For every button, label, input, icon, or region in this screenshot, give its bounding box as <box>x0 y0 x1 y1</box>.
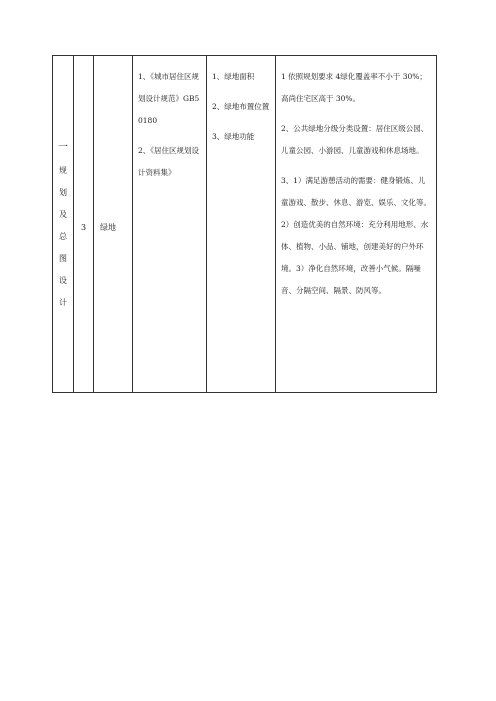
basis-cell <box>133 56 207 393</box>
row-number: 3 <box>80 222 87 232</box>
number-cell <box>74 56 94 393</box>
requirement-1: 1 依照规划要求 4绿化覆盖率不小于 30%；高尚住宅区高于 30%。 <box>281 72 427 103</box>
content-cell <box>207 56 276 393</box>
planning-table <box>52 55 437 393</box>
requirement-3: 3、1）满足游憩活动的需要：健身锻炼、儿童游戏、散步、休息、游览、娱乐、文化等。2）创造优美的自然环境：充分利用地形、水体、植物、小品、铺地，创建美好的户外环境。3）净化自然环境，改善小气候。隔噪音、分隔空间、隔景、防风等。 <box>281 176 431 295</box>
basis-1: 1、《城市居住区规划设计规范》GB50180 <box>138 72 200 125</box>
category-vertical-text: 一 规 划 及 总 图 设 计 <box>58 141 68 307</box>
item-name: 绿地 <box>100 222 116 232</box>
basis-2: 2、《居住区规划设计资料集》 <box>138 146 200 177</box>
item-cell <box>94 56 133 393</box>
requirement-2: 2、公共绿地分级分类设置：居住区级公园、儿童公园、小游园、儿童游戏和休息场地。 <box>281 124 429 155</box>
requirements-cell <box>276 56 437 393</box>
table-row <box>53 56 437 393</box>
content-3: 3、绿地功能 <box>212 132 255 141</box>
content-1: 1、绿地面积 <box>212 72 255 81</box>
category-cell <box>53 56 74 393</box>
content-2: 2、绿地布置位置 <box>212 102 270 111</box>
